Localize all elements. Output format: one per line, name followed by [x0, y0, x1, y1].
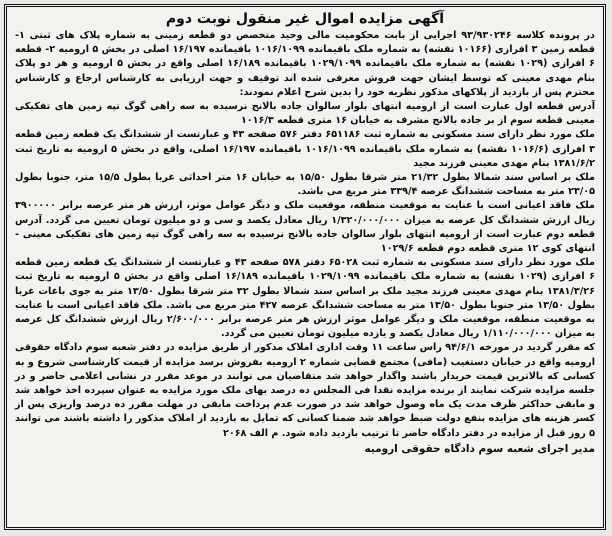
auction-notice	[4, 4, 606, 530]
paragraph-plot1-address: آدرس قطعه اول عبارت است از ارومیه انتهای بلوار سالوان جاده بالانج نرسیده به سه راهی گوگ تپه زمین های تفکیکی معینی قطعه سوم از بر جاده بالانج مشرف به خیابان ۱۶ متری قطعه ۱۰۱۶/۳	[15, 101, 595, 127]
paragraph-case-intro: در پرونده کلاسه ۹۳/۹۳۰۲۴۶ اجرایی از بابت محکومیت مالی وحید متخصص دو قطعه زمینی به شماره پلاک های ثبتی ۱- قطعه زمین ۳ افرازی (۱۰۱۶۶ نقشه) به شماره ملک باقیمانده ۱۰۱۶/۱۰۹۹ باقیمانده ۱۶/۱۹۷ اصلی در بخش ۵ ارومیه ۲- قطعه ۶ افرازی (۱۰۲۹ نقشه) به شماره ملک باقیمانده ۱۰۲۹/۱۰۹۹ باقیمانده ۱۶/۱۸۹ اصلی واقع در بخش ۵ ارومیه و هر دو پلاک بنام مهدی معینی که توسط ایشان جهت فروش معرفی شده اند توقیف و جهت ارزیابی به کارشناس ارجاع و کارشناس محترم پس از بازدید از پلاکهای مذکور نظریه خود را بدین شرح اعلام نمودند:	[15, 30, 595, 98]
notice-body	[15, 29, 595, 441]
notice-signature: مدیر اجرای شعبه سوم دادگاه حقوقی ارومیه	[364, 442, 595, 455]
paragraph-auction-terms: که مقرر گردید در مورخه ۹۴/۶/۱ راس ساعت ۱۱ وقت اداری املاک مذکور از طریق مزایده در دفتر شعبه سوم دادگاه حقوقی ارومیه واقع در خیابان دستغیب (مافی) مجتمع قضایی شماره ۲ ارومیه بفروش برسد مزایده از قیمت کارشناسی شروع و به کسانی که بالاترین قیمت خریدار باشند واگذار خواهد شد متقاضیان می توانند در موعد مقرر در نشانی اعلامی حاضر و در جلسه مزایده شرکت نمایند از برنده مزایده نقدا فی المجلس ده درصد بهای ملک مورد مزایده به عنوان سپرده اخذ خواهد شد و مابقی حداکثر ظرف مدت یک ماه وصول خواهد شد در صورت عدم پرداخت مابقی در مهلت مقرر ده درصد واریزی پس از کسر هزینه های مزایده بنفع دولت ضبط خواهد شد ضمنا کسانی که تمایل به بازدید از املاک مذکور را داشته باشند می توانند ۵ روز قبل از مزایده در دفتر دادگاه حاضر تا ترتیب بازدید داده شود. م الف ۲۰۶۸	[15, 342, 595, 439]
paragraph-plot1-deed: ملک مورد نظر دارای سند مسکونی به شماره ثبت ۶۵۱۱۸۶ دفتر ۵۷۶ صفحه ۴۳ و عبارتست از ششدانگ یک قطعه زمین قطعه ۳ افرازی (۱۰۱۶/۶ نقشه) به شماره ملک باقیمانده ۱۰۱۶/۱۰۹۹ باقیمانده ۱۶/۱۹۷ اصلی، واقع در بخش ۵ ارومیه به تاریخ ثبت ۱۳۸۱/۶/۲ بنام مهدی معینی فرزند مجید	[15, 129, 595, 169]
paragraph-plot2-deed: ملک مورد نظر دارای سند مسکونی به شماره ثبت ۶۵۰۲۸ دفتر ۵۷۸ صفحه ۴۳ و عبارتست از ششدانگ یک قطعه زمین قطعه ۶ افرازی (۱۰۲۹ نقشه) به شماره ملک باقیمانده ۱۰۲۹/۱۰۹۹ باقیمانده ۱۶/۱۸۹ اصلی واقع در بخش ۵ ارومیه به تاریخ ثبت ۱۳۸۱/۳/۲۶ بنام مهدی معینی فرزند مجید ملک بر اساس سند شمالا بطول ۳۲ متر شرقا بطول ۱۳/۵۰ متر به جوی باغات غربا بطول ۱۳/۵۰ متر جنوبا بطول ۱۳/۵۰ متر به مساحت ششدانگ عرصه ۴۲۷ متر مربع می باشد. ملک فاقد اعیانی است با عنایت به موقعیت منطقه، موقعیت ملک و دیگر عوامل موثر ارزش هر متر عرصه برابر ۲/۶۰۰/۰۰۰ ریال ارزش ششدانگ کل عرصه به میزان ۱/۱۱۰/۰۰۰/۰۰۰ ریال معادل یکصد و یازده میلیون تومان تعیین می گردد.	[15, 257, 596, 340]
paragraph-plot1-valuation: ملک فاقد اعیانی است با عنایت به موقعیت منطقه، موقعیت ملک و دیگر عوامل موثر، ارزش هر متر عرصه برابر ۳۹۰۰۰۰۰ ریال ارزش ششدانگ کل عرصه به میزان ۱/۳۲۰/۰۰۰/۰۰۰ ریال معادل یکصد و سی و دو میلیون تومان تعیین می گردد. آدرس قطعه دوم عبارت است از ارومیه انتهای بلوار سالوان جاده بالانج نرسیده به سه راهی گوگ تپه زمین های تفکیکی معینی - انتهای کوی ۱۲ متری قطعه دوم قطعه ۱۰۲۹/۶	[15, 200, 595, 255]
notice-title: آگهی مزایده اموال غیر منقول نوبت دوم	[165, 11, 445, 27]
paragraph-plot1-boundaries: ملک بر اساس سند شمالا بطول ۲۱/۳۲ متر شرقا بطول ۱۵/۵۰ به خیابان ۱۶ متر احداثی غربا بطول ۱۵/۵ متر، جنوبا بطول ۲۳/۰۵ متر به مساحت ششدانگ عرصه ۳۳۹/۴ متر مربع می باشد.	[15, 172, 595, 198]
